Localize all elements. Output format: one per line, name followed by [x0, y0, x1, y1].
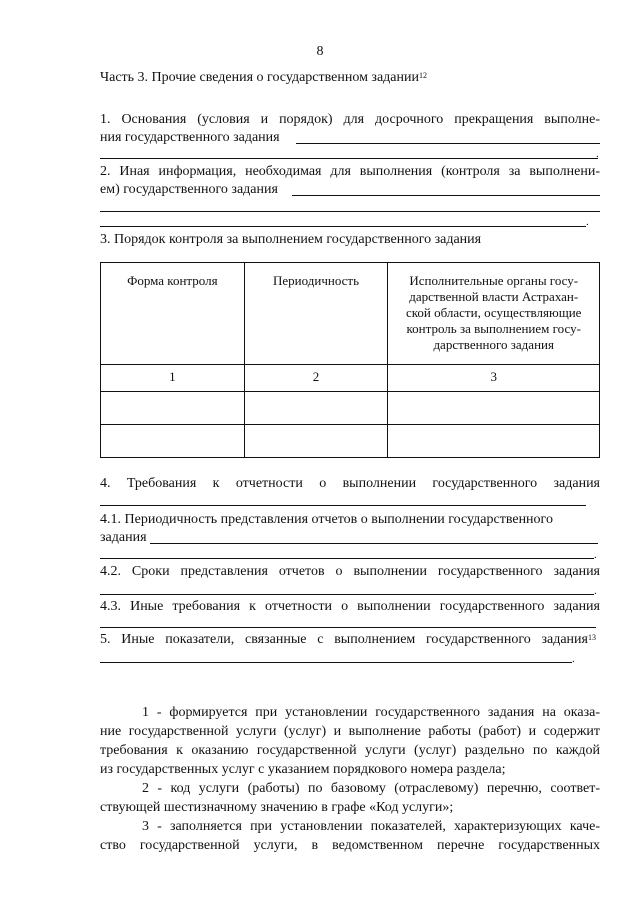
- header-executive-bodies-line2: дарственной власти Астрахан-: [409, 289, 579, 304]
- item2-line1: 2. Иная информация, необходимая для выполнения (контроля за выполнени-: [100, 164, 600, 179]
- table-row: [101, 425, 600, 458]
- footnote-2-line1: 2 - код услуги (работы) по базовому (отраслевому) перечню, соответ-: [142, 781, 600, 796]
- item2-fill-rule: [292, 195, 600, 196]
- column-number-3: 3: [388, 365, 600, 392]
- item4-1-fill-rule-2: [100, 558, 594, 559]
- item4-2-end-dot: .: [594, 585, 597, 597]
- item4-title: 4. Требования к отчетности о выполнении государственного задания: [100, 476, 600, 491]
- item1-fill-rule: [296, 143, 600, 144]
- footnote-1-line3: требования к оказанию государственной услуги (услуг) раздельно по каждой: [100, 743, 600, 758]
- item3-title: 3. Порядок контроля за выполнением государственного задания: [100, 232, 482, 247]
- header-executive-bodies-line5: дарственного задания: [433, 337, 554, 352]
- table-cell: [101, 425, 245, 458]
- footnote-3-line1: 3 - заполняется при установлении показателей, характеризующих каче-: [142, 819, 600, 834]
- footnote-1-line2: ние государственной услуги (услуг) и выполнение работы (работ) и содержит: [100, 724, 600, 739]
- header-executive-bodies-line4: контроль за выполнением госу-: [406, 321, 581, 336]
- table-cell: [388, 425, 600, 458]
- item2-line2: ем) государственного задания: [100, 182, 278, 197]
- item5-end-dot: .: [572, 653, 575, 665]
- item4-fill-rule: [100, 505, 586, 506]
- footnote-1-line1: 1 - формируется при установлении государственного задания на оказа-: [142, 705, 600, 720]
- item5-title-text: 5. Иные показатели, связанные с выполнением государственного задания: [100, 632, 588, 647]
- item1-line2: ния государственного задания: [100, 130, 280, 145]
- header-executive-bodies-line1: Исполнительные органы госу-: [409, 273, 579, 288]
- item2-fill-rule-3: [100, 226, 586, 227]
- header-executive-bodies: [388, 263, 600, 365]
- item4-1-line1: 4.1. Периодичность представления отчетов о выполнении государственного: [100, 512, 553, 527]
- table-cell: [244, 392, 388, 425]
- header-form-of-control: Форма контроля: [101, 263, 245, 365]
- item4-1-end-dot: .: [594, 549, 597, 561]
- item5-fill-rule: [100, 662, 572, 663]
- footnotes-block: [100, 703, 600, 855]
- item1-line1: 1. Основания (условия и порядок) для досрочного прекращения выполне-: [100, 112, 600, 127]
- control-table-number-row: [101, 365, 600, 392]
- item4-2-text: 4.2. Сроки представления отчетов о выполнении государственного задания: [100, 564, 600, 579]
- item4-3-fill-rule: [100, 627, 596, 628]
- column-number-1: 1: [101, 365, 245, 392]
- item4-3-text: 4.3. Иные требования к отчетности о выполнении государственного задания: [100, 599, 600, 614]
- footnote-1-line4: из государственных услуг с указанием порядкового номера раздела;: [100, 762, 506, 777]
- item1-fill-rule-2: [100, 158, 598, 159]
- item5-title: [100, 630, 600, 649]
- column-number-2: 2: [244, 365, 388, 392]
- item5-footnote-ref: 13: [588, 633, 596, 642]
- table-cell: [244, 425, 388, 458]
- item4-1-line2: задания: [100, 530, 147, 545]
- footnote-2-line2: ствующей шестизначному значению в графе «Код услуги»;: [100, 800, 454, 815]
- header-periodicity: Периодичность: [244, 263, 388, 365]
- control-table: [100, 262, 600, 458]
- part3-footnote-ref: 12: [419, 71, 427, 80]
- table-row: [101, 392, 600, 425]
- footnote-3-line2: ство государственной услуги, в ведомственном перечне государственных: [100, 838, 600, 853]
- page-number: 8: [316, 44, 324, 59]
- part3-title-text: Часть 3. Прочие сведения о государственном задании: [100, 70, 419, 85]
- table-cell: [101, 392, 245, 425]
- item2-fill-rule-2: [100, 211, 600, 212]
- table-cell: [388, 392, 600, 425]
- control-table-header-row: [101, 263, 600, 365]
- item1-end-dot: .: [596, 148, 599, 160]
- header-executive-bodies-line3: ской области, осуществляющие: [405, 305, 582, 320]
- part3-title: [100, 68, 427, 87]
- item4-2-fill-rule: [100, 594, 594, 595]
- item4-1-fill-rule: [150, 543, 598, 544]
- item2-end-dot: .: [586, 216, 589, 228]
